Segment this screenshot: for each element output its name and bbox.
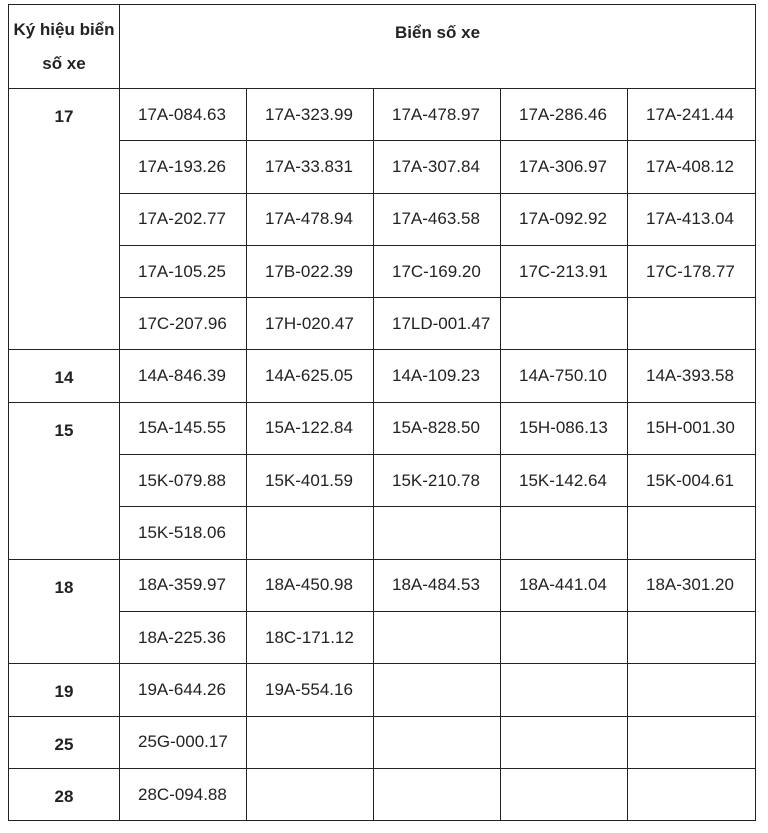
- plate-number-cell: 17A-463.58: [374, 193, 501, 245]
- empty-cell: [247, 507, 374, 559]
- table-row: [9, 664, 756, 716]
- plate-number-cell: 17A-478.97: [374, 89, 501, 141]
- empty-cell: [628, 507, 756, 559]
- empty-cell: [501, 507, 628, 559]
- province-code-cell: 18: [9, 559, 120, 664]
- plate-number-cell: 25G-000.17: [120, 716, 247, 768]
- table-row: [9, 298, 756, 350]
- empty-cell: [374, 507, 501, 559]
- table-row: [9, 611, 756, 663]
- plate-number-cell: 18A-441.04: [501, 559, 628, 611]
- province-code-cell: 19: [9, 664, 120, 716]
- plate-number-cell: 17A-241.44: [628, 89, 756, 141]
- plate-number-cell: 17C-178.77: [628, 245, 756, 297]
- empty-cell: [628, 716, 756, 768]
- plate-number-cell: 17C-207.96: [120, 298, 247, 350]
- plate-number-cell: 17A-202.77: [120, 193, 247, 245]
- table-row: [9, 193, 756, 245]
- plate-number-cell: 17A-306.97: [501, 141, 628, 193]
- plate-number-cell: 15K-210.78: [374, 455, 501, 507]
- empty-cell: [501, 611, 628, 663]
- plate-number-cell: 14A-625.05: [247, 350, 374, 402]
- plate-number-cell: 14A-109.23: [374, 350, 501, 402]
- plate-number-cell: 17A-105.25: [120, 245, 247, 297]
- code-column-header: Ký hiệu biển số xe: [9, 5, 120, 89]
- table-row: [9, 350, 756, 402]
- plate-number-cell: 19A-644.26: [120, 664, 247, 716]
- plate-number-cell: 17A-408.12: [628, 141, 756, 193]
- province-code-cell: 14: [9, 350, 120, 402]
- plate-number-cell: 17C-213.91: [501, 245, 628, 297]
- plate-number-cell: 15K-142.64: [501, 455, 628, 507]
- empty-cell: [247, 768, 374, 820]
- plates-column-header: Biển số xe: [120, 5, 756, 89]
- table-row: [9, 716, 756, 768]
- plate-number-cell: 18A-225.36: [120, 611, 247, 663]
- plate-number-cell: 17A-33.831: [247, 141, 374, 193]
- license-plate-table: [8, 4, 756, 821]
- plate-number-cell: 18A-450.98: [247, 559, 374, 611]
- plate-number-cell: 14A-393.58: [628, 350, 756, 402]
- plate-number-cell: 14A-846.39: [120, 350, 247, 402]
- plate-number-cell: 17C-169.20: [374, 245, 501, 297]
- plate-number-cell: 14A-750.10: [501, 350, 628, 402]
- table-row: [9, 768, 756, 820]
- plate-number-cell: 17A-478.94: [247, 193, 374, 245]
- plate-number-cell: 17B-022.39: [247, 245, 374, 297]
- plate-number-cell: 15A-122.84: [247, 402, 374, 454]
- plate-number-cell: 17H-020.47: [247, 298, 374, 350]
- empty-cell: [501, 298, 628, 350]
- plate-number-cell: 15H-086.13: [501, 402, 628, 454]
- plate-number-cell: 18A-359.97: [120, 559, 247, 611]
- plate-number-cell: 17A-286.46: [501, 89, 628, 141]
- plate-number-cell: 17A-307.84: [374, 141, 501, 193]
- plate-number-cell: 15K-079.88: [120, 455, 247, 507]
- plate-number-cell: 17A-323.99: [247, 89, 374, 141]
- province-code-cell: 15: [9, 402, 120, 559]
- table-row: [9, 245, 756, 297]
- plate-number-cell: 17A-084.63: [120, 89, 247, 141]
- empty-cell: [374, 768, 501, 820]
- plate-number-cell: 18A-301.20: [628, 559, 756, 611]
- next-row-edge: [8, 820, 755, 833]
- empty-cell: [501, 716, 628, 768]
- table-row: [9, 89, 756, 141]
- table-body: [9, 89, 756, 821]
- empty-cell: [374, 716, 501, 768]
- plate-number-cell: 19A-554.16: [247, 664, 374, 716]
- plate-number-cell: 28C-094.88: [120, 768, 247, 820]
- province-code-cell: 28: [9, 768, 120, 820]
- empty-cell: [628, 298, 756, 350]
- empty-cell: [501, 768, 628, 820]
- plate-number-cell: 15A-828.50: [374, 402, 501, 454]
- plate-number-cell: 15K-518.06: [120, 507, 247, 559]
- table-row: [9, 455, 756, 507]
- table-row: [9, 507, 756, 559]
- plate-number-cell: 17A-092.92: [501, 193, 628, 245]
- empty-cell: [501, 664, 628, 716]
- plate-number-cell: 15H-001.30: [628, 402, 756, 454]
- empty-cell: [628, 664, 756, 716]
- plate-number-cell: 15A-145.55: [120, 402, 247, 454]
- plate-number-cell: 18A-484.53: [374, 559, 501, 611]
- plate-number-cell: 17A-193.26: [120, 141, 247, 193]
- empty-cell: [628, 611, 756, 663]
- empty-cell: [374, 611, 501, 663]
- plate-number-cell: 17A-413.04: [628, 193, 756, 245]
- plate-number-cell: 18C-171.12: [247, 611, 374, 663]
- plate-number-cell: 15K-401.59: [247, 455, 374, 507]
- table-header-row: [9, 5, 756, 89]
- empty-cell: [247, 716, 374, 768]
- empty-cell: [374, 664, 501, 716]
- table-row: [9, 402, 756, 454]
- table-row: [9, 141, 756, 193]
- plate-number-cell: 17LD-001.47: [374, 298, 501, 350]
- empty-cell: [628, 768, 756, 820]
- province-code-cell: 25: [9, 716, 120, 768]
- province-code-cell: 17: [9, 89, 120, 350]
- plate-number-cell: 15K-004.61: [628, 455, 756, 507]
- table-row: [9, 559, 756, 611]
